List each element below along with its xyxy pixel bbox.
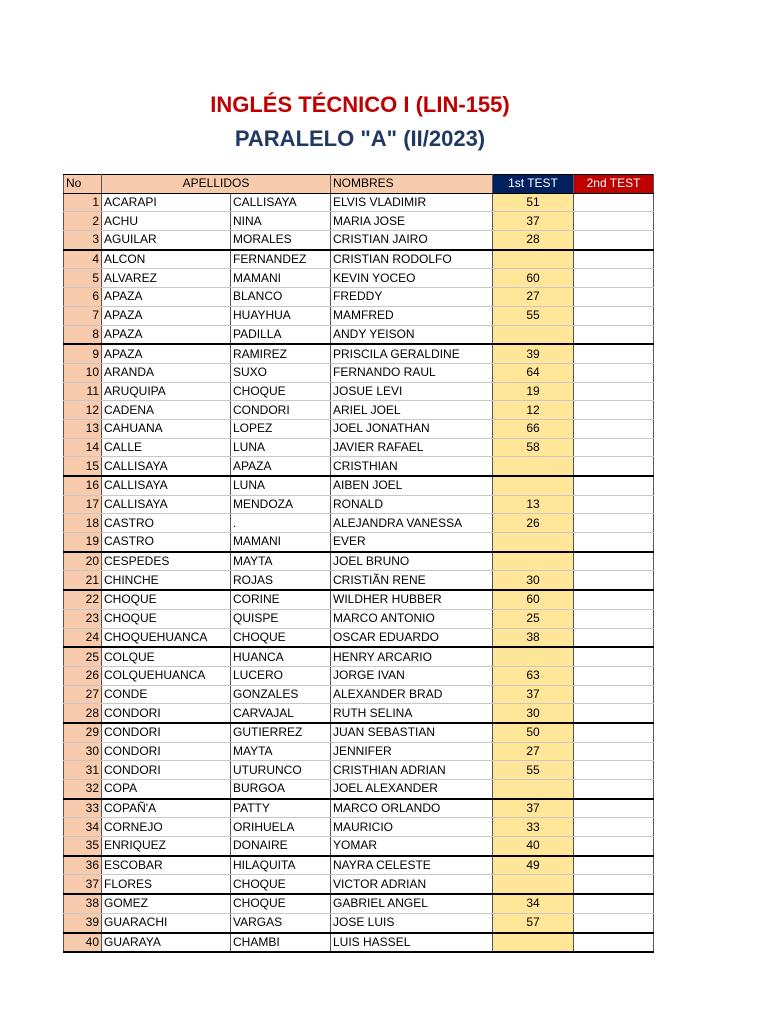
second-surname-cell: MAYTA: [231, 742, 331, 761]
test1-score-cell: 55: [493, 306, 574, 325]
table-row: [64, 344, 654, 363]
given-names-cell: CRISTHIAN: [331, 457, 493, 476]
second-surname-cell: CHOQUE: [231, 628, 331, 647]
first-surname-cell: COLQUEHUANCA: [102, 666, 231, 685]
second-surname-cell: HILAQUITA: [231, 856, 331, 875]
given-names-cell: FERNANDO RAUL: [331, 363, 493, 382]
test1-score-cell: 60: [493, 269, 574, 288]
row-number-cell: 30: [64, 742, 102, 761]
table-body: [64, 193, 654, 952]
table-row: [64, 306, 654, 325]
second-surname-cell: LUNA: [231, 476, 331, 495]
first-surname-cell: ESCOBAR: [102, 856, 231, 875]
second-surname-cell: MAYTA: [231, 552, 331, 571]
given-names-cell: CRISTHIAN ADRIAN: [331, 761, 493, 780]
first-surname-cell: CONDE: [102, 685, 231, 704]
table-row: [64, 552, 654, 571]
given-names-cell: PRISCILA GERALDINE: [331, 344, 493, 363]
table-row: [64, 761, 654, 780]
table-row: [64, 780, 654, 799]
test2-score-cell: [574, 723, 654, 742]
table-row: [64, 685, 654, 704]
test1-score-cell: 66: [493, 419, 574, 438]
table-row: [64, 495, 654, 514]
table-row: [64, 933, 654, 953]
first-surname-cell: CALLISAYA: [102, 457, 231, 476]
row-number-cell: 4: [64, 250, 102, 269]
first-surname-cell: CALLISAYA: [102, 495, 231, 514]
column-header-nombres: NOMBRES: [331, 175, 493, 194]
row-number-cell: 21: [64, 571, 102, 590]
test1-score-cell: 34: [493, 894, 574, 913]
test2-score-cell: [574, 495, 654, 514]
second-surname-cell: PADILLA: [231, 325, 331, 344]
test2-score-cell: [574, 457, 654, 476]
row-number-cell: 36: [64, 856, 102, 875]
first-surname-cell: CHOQUE: [102, 590, 231, 609]
test1-score-cell: 12: [493, 401, 574, 420]
table-row: [64, 666, 654, 685]
table-row: [64, 231, 654, 250]
given-names-cell: GABRIEL ANGEL: [331, 894, 493, 913]
row-number-cell: 32: [64, 780, 102, 799]
second-surname-cell: CALLISAYA: [231, 193, 331, 212]
second-surname-cell: CHOQUE: [231, 382, 331, 401]
row-number-cell: 17: [64, 495, 102, 514]
first-surname-cell: CASTRO: [102, 533, 231, 552]
given-names-cell: OSCAR EDUARDO: [331, 628, 493, 647]
given-names-cell: ARIEL JOEL: [331, 401, 493, 420]
table-row: [64, 438, 654, 457]
test2-score-cell: [574, 250, 654, 269]
table-row: [64, 647, 654, 666]
second-surname-cell: APAZA: [231, 457, 331, 476]
test1-score-cell: 37: [493, 799, 574, 818]
row-number-cell: 31: [64, 761, 102, 780]
given-names-cell: KEVIN YOCEO: [331, 269, 493, 288]
second-surname-cell: LUCERO: [231, 666, 331, 685]
given-names-cell: FREDDY: [331, 288, 493, 307]
first-surname-cell: APAZA: [102, 306, 231, 325]
column-header-test1: 1st TEST: [493, 175, 574, 194]
second-surname-cell: BLANCO: [231, 288, 331, 307]
given-names-cell: ALEXANDER BRAD: [331, 685, 493, 704]
first-surname-cell: CORNEJO: [102, 818, 231, 837]
first-surname-cell: CALLISAYA: [102, 476, 231, 495]
test2-score-cell: [574, 628, 654, 647]
table-row: [64, 212, 654, 231]
first-surname-cell: CONDORI: [102, 761, 231, 780]
test2-score-cell: [574, 476, 654, 495]
test2-score-cell: [574, 590, 654, 609]
second-surname-cell: GUTIERREZ: [231, 723, 331, 742]
table-row: [64, 533, 654, 552]
test1-score-cell: [493, 533, 574, 552]
second-surname-cell: HUANCA: [231, 647, 331, 666]
row-number-cell: 34: [64, 818, 102, 837]
test1-score-cell: [493, 250, 574, 269]
row-number-cell: 20: [64, 552, 102, 571]
table-row: [64, 250, 654, 269]
test1-score-cell: [493, 476, 574, 495]
test2-score-cell: [574, 666, 654, 685]
table-row: [64, 628, 654, 647]
first-surname-cell: COPAÑ'A: [102, 799, 231, 818]
second-surname-cell: RAMIREZ: [231, 344, 331, 363]
first-surname-cell: ARUQUIPA: [102, 382, 231, 401]
test2-score-cell: [574, 212, 654, 231]
row-number-cell: 29: [64, 723, 102, 742]
given-names-cell: MARCO ORLANDO: [331, 799, 493, 818]
first-surname-cell: COPA: [102, 780, 231, 799]
given-names-cell: CRISTIAN RODOLFO: [331, 250, 493, 269]
row-number-cell: 40: [64, 933, 102, 953]
row-number-cell: 15: [64, 457, 102, 476]
first-surname-cell: CONDORI: [102, 742, 231, 761]
second-surname-cell: NINA: [231, 212, 331, 231]
test1-score-cell: 37: [493, 212, 574, 231]
first-surname-cell: GOMEZ: [102, 894, 231, 913]
grades-table: [63, 174, 654, 953]
table-row: [64, 193, 654, 212]
test1-score-cell: 51: [493, 193, 574, 212]
test2-score-cell: [574, 288, 654, 307]
first-surname-cell: CAHUANA: [102, 419, 231, 438]
test1-score-cell: 58: [493, 438, 574, 457]
table-row: [64, 837, 654, 856]
test1-score-cell: 26: [493, 514, 574, 533]
second-surname-cell: CARVAJAL: [231, 704, 331, 723]
test1-score-cell: [493, 457, 574, 476]
table-row: [64, 571, 654, 590]
test2-score-cell: [574, 193, 654, 212]
given-names-cell: HENRY ARCARIO: [331, 647, 493, 666]
table-row: [64, 401, 654, 420]
test1-score-cell: 37: [493, 685, 574, 704]
test2-score-cell: [574, 344, 654, 363]
row-number-cell: 33: [64, 799, 102, 818]
given-names-cell: JOEL JONATHAN: [331, 419, 493, 438]
test1-score-cell: 50: [493, 723, 574, 742]
second-surname-cell: CHOQUE: [231, 894, 331, 913]
test1-score-cell: [493, 875, 574, 894]
second-surname-cell: CONDORI: [231, 401, 331, 420]
test2-score-cell: [574, 325, 654, 344]
test1-score-cell: 49: [493, 856, 574, 875]
given-names-cell: MAURICIO: [331, 818, 493, 837]
first-surname-cell: GUARAYA: [102, 933, 231, 953]
row-number-cell: 24: [64, 628, 102, 647]
second-surname-cell: QUISPE: [231, 609, 331, 628]
table-row: [64, 269, 654, 288]
given-names-cell: JORGE IVAN: [331, 666, 493, 685]
test2-score-cell: [574, 933, 654, 953]
second-surname-cell: BURGOA: [231, 780, 331, 799]
document-subtitle: PARALELO "A" (II/2023): [234, 126, 486, 151]
table-row: [64, 419, 654, 438]
second-surname-cell: GONZALES: [231, 685, 331, 704]
table-row: [64, 325, 654, 344]
given-names-cell: JENNIFER: [331, 742, 493, 761]
test1-score-cell: 40: [493, 837, 574, 856]
test2-score-cell: [574, 382, 654, 401]
row-number-cell: 35: [64, 837, 102, 856]
test1-score-cell: 28: [493, 231, 574, 250]
given-names-cell: LUIS HASSEL: [331, 933, 493, 953]
test1-score-cell: 33: [493, 818, 574, 837]
table-row: [64, 742, 654, 761]
second-surname-cell: CHAMBI: [231, 933, 331, 953]
test2-score-cell: [574, 269, 654, 288]
first-surname-cell: CHINCHE: [102, 571, 231, 590]
row-number-cell: 16: [64, 476, 102, 495]
row-number-cell: 14: [64, 438, 102, 457]
second-surname-cell: DONAIRE: [231, 837, 331, 856]
test2-score-cell: [574, 913, 654, 932]
test2-score-cell: [574, 704, 654, 723]
test1-score-cell: 39: [493, 344, 574, 363]
first-surname-cell: ALVAREZ: [102, 269, 231, 288]
given-names-cell: JOSUE LEVI: [331, 382, 493, 401]
given-names-cell: RONALD: [331, 495, 493, 514]
second-surname-cell: CHOQUE: [231, 875, 331, 894]
given-names-cell: MAMFRED: [331, 306, 493, 325]
first-surname-cell: ARANDA: [102, 363, 231, 382]
row-number-cell: 7: [64, 306, 102, 325]
row-number-cell: 22: [64, 590, 102, 609]
test1-score-cell: 63: [493, 666, 574, 685]
given-names-cell: CRISTIÃN RENE: [331, 571, 493, 590]
first-surname-cell: COLQUE: [102, 647, 231, 666]
test1-score-cell: 38: [493, 628, 574, 647]
first-surname-cell: ALCON: [102, 250, 231, 269]
table-row: [64, 514, 654, 533]
test1-score-cell: 27: [493, 288, 574, 307]
row-number-cell: 9: [64, 344, 102, 363]
test2-score-cell: [574, 761, 654, 780]
column-header-apellidos: APELLIDOS: [102, 175, 331, 194]
table-row: [64, 288, 654, 307]
given-names-cell: EVER: [331, 533, 493, 552]
given-names-cell: CRISTIAN JAIRO: [331, 231, 493, 250]
test2-score-cell: [574, 894, 654, 913]
given-names-cell: NAYRA CELESTE: [331, 856, 493, 875]
first-surname-cell: CADENA: [102, 401, 231, 420]
test1-score-cell: 55: [493, 761, 574, 780]
test1-score-cell: [493, 552, 574, 571]
row-number-cell: 19: [64, 533, 102, 552]
test2-score-cell: [574, 685, 654, 704]
test2-score-cell: [574, 837, 654, 856]
given-names-cell: ELVIS VLADIMIR: [331, 193, 493, 212]
row-number-cell: 12: [64, 401, 102, 420]
test2-score-cell: [574, 856, 654, 875]
test1-score-cell: 60: [493, 590, 574, 609]
test1-score-cell: 25: [493, 609, 574, 628]
first-surname-cell: ACARAPI: [102, 193, 231, 212]
test2-score-cell: [574, 875, 654, 894]
first-surname-cell: CONDORI: [102, 704, 231, 723]
row-number-cell: 27: [64, 685, 102, 704]
row-number-cell: 1: [64, 193, 102, 212]
row-number-cell: 5: [64, 269, 102, 288]
given-names-cell: JAVIER RAFAEL: [331, 438, 493, 457]
row-number-cell: 25: [64, 647, 102, 666]
row-number-cell: 8: [64, 325, 102, 344]
table-row: [64, 704, 654, 723]
test2-score-cell: [574, 818, 654, 837]
first-surname-cell: GUARACHI: [102, 913, 231, 932]
table-row: [64, 913, 654, 932]
second-surname-cell: VARGAS: [231, 913, 331, 932]
second-surname-cell: SUXO: [231, 363, 331, 382]
given-names-cell: JOEL ALEXANDER: [331, 780, 493, 799]
test2-score-cell: [574, 401, 654, 420]
first-surname-cell: CONDORI: [102, 723, 231, 742]
row-number-cell: 37: [64, 875, 102, 894]
first-surname-cell: APAZA: [102, 288, 231, 307]
test2-score-cell: [574, 780, 654, 799]
row-number-cell: 13: [64, 419, 102, 438]
row-number-cell: 6: [64, 288, 102, 307]
first-surname-cell: FLORES: [102, 875, 231, 894]
first-surname-cell: APAZA: [102, 344, 231, 363]
test1-score-cell: 64: [493, 363, 574, 382]
given-names-cell: JOEL BRUNO: [331, 552, 493, 571]
row-number-cell: 2: [64, 212, 102, 231]
test1-score-cell: 27: [493, 742, 574, 761]
row-number-cell: 18: [64, 514, 102, 533]
table-row: [64, 457, 654, 476]
second-surname-cell: CORINE: [231, 590, 331, 609]
given-names-cell: AIBEN JOEL: [331, 476, 493, 495]
test2-score-cell: [574, 533, 654, 552]
header-row: [64, 175, 654, 194]
given-names-cell: RUTH SELINA: [331, 704, 493, 723]
row-number-cell: 11: [64, 382, 102, 401]
table-row: [64, 476, 654, 495]
first-surname-cell: CHOQUE: [102, 609, 231, 628]
row-number-cell: 26: [64, 666, 102, 685]
row-number-cell: 10: [64, 363, 102, 382]
given-names-cell: ANDY YEISON: [331, 325, 493, 344]
row-number-cell: 28: [64, 704, 102, 723]
test1-score-cell: 19: [493, 382, 574, 401]
given-names-cell: YOMAR: [331, 837, 493, 856]
given-names-cell: MARCO ANTONIO: [331, 609, 493, 628]
column-header-no: No: [64, 175, 102, 194]
test1-score-cell: [493, 647, 574, 666]
document-title: INGLÉS TÉCNICO I (LIN-155): [210, 92, 510, 117]
test1-score-cell: 57: [493, 913, 574, 932]
column-header-test2: 2nd TEST: [574, 175, 654, 194]
row-number-cell: 38: [64, 894, 102, 913]
second-surname-cell: MAMANI: [231, 269, 331, 288]
first-surname-cell: CHOQUEHUANCA: [102, 628, 231, 647]
row-number-cell: 23: [64, 609, 102, 628]
test2-score-cell: [574, 742, 654, 761]
table-row: [64, 382, 654, 401]
row-number-cell: 39: [64, 913, 102, 932]
second-surname-cell: LOPEZ: [231, 419, 331, 438]
table-row: [64, 818, 654, 837]
second-surname-cell: FERNANDEZ: [231, 250, 331, 269]
test2-score-cell: [574, 231, 654, 250]
test2-score-cell: [574, 552, 654, 571]
second-surname-cell: PATTY: [231, 799, 331, 818]
table-row: [64, 609, 654, 628]
table-row: [64, 856, 654, 875]
given-names-cell: JUAN SEBASTIAN: [331, 723, 493, 742]
test1-score-cell: 30: [493, 704, 574, 723]
first-surname-cell: CALLE: [102, 438, 231, 457]
table-row: [64, 894, 654, 913]
table-row: [64, 723, 654, 742]
second-surname-cell: MORALES: [231, 231, 331, 250]
table-row: [64, 875, 654, 894]
second-surname-cell: HUAYHUA: [231, 306, 331, 325]
second-surname-cell: .: [231, 514, 331, 533]
given-names-cell: VICTOR ADRIAN: [331, 875, 493, 894]
given-names-cell: WILDHER HUBBER: [331, 590, 493, 609]
test2-score-cell: [574, 306, 654, 325]
test2-score-cell: [574, 514, 654, 533]
first-surname-cell: ACHU: [102, 212, 231, 231]
test2-score-cell: [574, 438, 654, 457]
row-number-cell: 3: [64, 231, 102, 250]
test1-score-cell: 13: [493, 495, 574, 514]
table-row: [64, 363, 654, 382]
second-surname-cell: UTURUNCO: [231, 761, 331, 780]
test2-score-cell: [574, 609, 654, 628]
given-names-cell: ALEJANDRA VANESSA: [331, 514, 493, 533]
table-row: [64, 590, 654, 609]
test2-score-cell: [574, 571, 654, 590]
first-surname-cell: AGUILAR: [102, 231, 231, 250]
second-surname-cell: ROJAS: [231, 571, 331, 590]
test2-score-cell: [574, 419, 654, 438]
second-surname-cell: ORIHUELA: [231, 818, 331, 837]
first-surname-cell: CASTRO: [102, 514, 231, 533]
second-surname-cell: MENDOZA: [231, 495, 331, 514]
given-names-cell: MARIA JOSE: [331, 212, 493, 231]
test1-score-cell: [493, 933, 574, 953]
test2-score-cell: [574, 363, 654, 382]
first-surname-cell: APAZA: [102, 325, 231, 344]
test1-score-cell: [493, 325, 574, 344]
second-surname-cell: LUNA: [231, 438, 331, 457]
second-surname-cell: MAMANI: [231, 533, 331, 552]
first-surname-cell: ENRIQUEZ: [102, 837, 231, 856]
test1-score-cell: [493, 780, 574, 799]
first-surname-cell: CESPEDES: [102, 552, 231, 571]
table-row: [64, 799, 654, 818]
test2-score-cell: [574, 647, 654, 666]
test2-score-cell: [574, 799, 654, 818]
test1-score-cell: 30: [493, 571, 574, 590]
given-names-cell: JOSE LUIS: [331, 913, 493, 932]
